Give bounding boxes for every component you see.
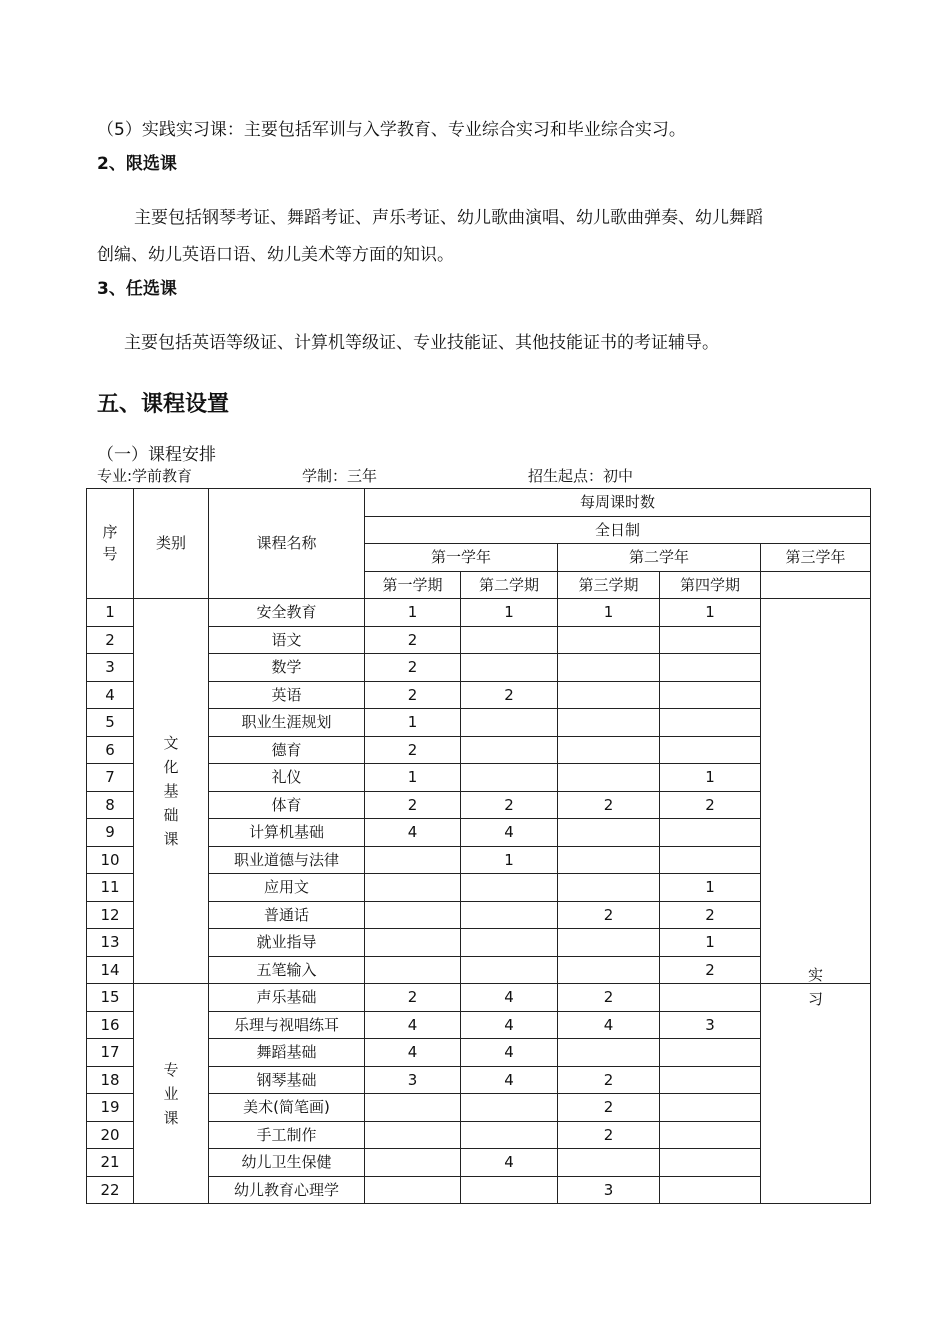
row-term4-hours: [660, 709, 761, 737]
row-term4-hours: [660, 1149, 761, 1177]
row-seq: 12: [87, 901, 134, 929]
row-term1-hours: 1: [365, 709, 461, 737]
row-term3-hours: [558, 709, 660, 737]
row-seq: 8: [87, 791, 134, 819]
row-term1-hours: [365, 929, 461, 957]
header-year2: 第二学年: [558, 544, 761, 572]
year3-blank: [761, 984, 871, 1204]
row-term2-hours: 2: [461, 681, 558, 709]
row-term3-hours: [558, 874, 660, 902]
row-seq: 16: [87, 1011, 134, 1039]
row-term4-hours: [660, 736, 761, 764]
header-category: 类别: [134, 489, 209, 599]
row-seq: 20: [87, 1121, 134, 1149]
row-term4-hours: 1: [660, 874, 761, 902]
row-seq: 3: [87, 654, 134, 682]
row-term1-hours: 1: [365, 599, 461, 627]
row-term4-hours: 2: [660, 901, 761, 929]
row-term4-hours: [660, 1094, 761, 1122]
row-term2-hours: [461, 626, 558, 654]
row-term1-hours: [365, 1176, 461, 1204]
row-term1-hours: 3: [365, 1066, 461, 1094]
header-term3: 第三学期: [558, 571, 660, 599]
paragraph-limited-line1: 主要包括钢琴考证、舞蹈考证、声乐考证、幼儿歌曲演唱、幼儿歌曲弹奏、幼儿舞蹈: [134, 208, 763, 228]
row-seq: 22: [87, 1176, 134, 1204]
header-year3: 第三学年: [761, 544, 871, 572]
row-term3-hours: 2: [558, 791, 660, 819]
row-term2-hours: [461, 764, 558, 792]
row-term4-hours: [660, 1176, 761, 1204]
row-course-name: 职业生涯规划: [209, 709, 365, 737]
row-term2-hours: 4: [461, 819, 558, 847]
row-term2-hours: [461, 874, 558, 902]
row-term4-hours: 1: [660, 599, 761, 627]
meta-major: 专业:学前教育: [97, 467, 193, 485]
row-term1-hours: 1: [365, 764, 461, 792]
row-term4-hours: [660, 1121, 761, 1149]
row-course-name: 幼儿教育心理学: [209, 1176, 365, 1204]
row-seq: 19: [87, 1094, 134, 1122]
row-term4-hours: 2: [660, 791, 761, 819]
row-seq: 13: [87, 929, 134, 957]
row-term4-hours: 1: [660, 929, 761, 957]
row-term4-hours: [660, 819, 761, 847]
table-row: [87, 984, 871, 1012]
paragraph-optional: 主要包括英语等级证、计算机等级证、专业技能证、其他技能证书的考证辅导。: [124, 333, 719, 353]
meta-duration: 学制：三年: [302, 467, 378, 485]
row-course-name: 计算机基础: [209, 819, 365, 847]
row-course-name: 普通话: [209, 901, 365, 929]
row-term4-hours: [660, 1066, 761, 1094]
row-term3-hours: 2: [558, 1066, 660, 1094]
row-term2-hours: [461, 736, 558, 764]
year3-internship: 实习: [761, 599, 871, 984]
row-term1-hours: [365, 956, 461, 984]
row-term1-hours: 2: [365, 654, 461, 682]
row-term2-hours: 4: [461, 1066, 558, 1094]
row-seq: 6: [87, 736, 134, 764]
row-course-name: 安全教育: [209, 599, 365, 627]
row-seq: 5: [87, 709, 134, 737]
row-course-name: 语文: [209, 626, 365, 654]
header-weekly-hours: 每周课时数: [365, 489, 871, 517]
row-term1-hours: [365, 1121, 461, 1149]
row-term3-hours: 4: [558, 1011, 660, 1039]
row-term1-hours: 2: [365, 791, 461, 819]
row-term1-hours: 4: [365, 1011, 461, 1039]
header-term2: 第二学期: [461, 571, 558, 599]
header-year3-blank: [761, 571, 871, 599]
row-term2-hours: [461, 654, 558, 682]
row-term4-hours: [660, 626, 761, 654]
row-term2-hours: [461, 929, 558, 957]
row-seq: 11: [87, 874, 134, 902]
row-term3-hours: [558, 1039, 660, 1067]
table-row: [87, 599, 871, 627]
row-term1-hours: [365, 901, 461, 929]
row-term3-hours: 2: [558, 901, 660, 929]
row-term2-hours: 4: [461, 1039, 558, 1067]
row-term3-hours: [558, 1149, 660, 1177]
row-term3-hours: 1: [558, 599, 660, 627]
row-course-name: 美术(简笔画): [209, 1094, 365, 1122]
section-title: 五、课程设置: [97, 392, 230, 417]
row-seq: 9: [87, 819, 134, 847]
row-term4-hours: [660, 984, 761, 1012]
row-term3-hours: [558, 819, 660, 847]
row-term3-hours: 3: [558, 1176, 660, 1204]
row-course-name: 体育: [209, 791, 365, 819]
row-course-name: 声乐基础: [209, 984, 365, 1012]
row-term3-hours: [558, 654, 660, 682]
row-term3-hours: [558, 736, 660, 764]
row-term2-hours: 2: [461, 791, 558, 819]
row-term3-hours: [558, 929, 660, 957]
row-seq: 2: [87, 626, 134, 654]
row-course-name: 数学: [209, 654, 365, 682]
header-year1: 第一学年: [365, 544, 558, 572]
row-term2-hours: [461, 956, 558, 984]
row-seq: 14: [87, 956, 134, 984]
row-term1-hours: [365, 1149, 461, 1177]
row-term1-hours: 2: [365, 984, 461, 1012]
row-seq: 1: [87, 599, 134, 627]
paragraph-limited-line2: 创编、幼儿英语口语、幼儿美术等方面的知识。: [97, 245, 454, 265]
row-term4-hours: 2: [660, 956, 761, 984]
header-term1: 第一学期: [365, 571, 461, 599]
row-term1-hours: [365, 874, 461, 902]
row-term3-hours: 2: [558, 984, 660, 1012]
row-term4-hours: 3: [660, 1011, 761, 1039]
paragraph-practice-course: （5）实践实习课：主要包括军训与入学教育、专业综合实习和毕业综合实习。: [97, 120, 686, 140]
header-term4: 第四学期: [660, 571, 761, 599]
row-term4-hours: [660, 654, 761, 682]
row-term2-hours: [461, 1176, 558, 1204]
row-seq: 10: [87, 846, 134, 874]
row-term3-hours: [558, 956, 660, 984]
row-term1-hours: 2: [365, 626, 461, 654]
row-term1-hours: 4: [365, 1039, 461, 1067]
row-term2-hours: 1: [461, 599, 558, 627]
row-term2-hours: 4: [461, 1149, 558, 1177]
row-course-name: 职业道德与法律: [209, 846, 365, 874]
row-seq: 4: [87, 681, 134, 709]
row-course-name: 礼仪: [209, 764, 365, 792]
row-course-name: 德育: [209, 736, 365, 764]
row-term3-hours: 2: [558, 1094, 660, 1122]
row-term3-hours: 2: [558, 1121, 660, 1149]
row-term1-hours: 4: [365, 819, 461, 847]
header-seq: 序号: [87, 489, 134, 599]
section-subtitle: （一）课程安排: [97, 445, 216, 465]
row-course-name: 钢琴基础: [209, 1066, 365, 1094]
row-course-name: 乐理与视唱练耳: [209, 1011, 365, 1039]
row-term1-hours: [365, 1094, 461, 1122]
row-term2-hours: [461, 901, 558, 929]
row-term1-hours: 2: [365, 681, 461, 709]
header-course-name: 课程名称: [209, 489, 365, 599]
row-term4-hours: [660, 1039, 761, 1067]
row-seq: 21: [87, 1149, 134, 1177]
row-term3-hours: [558, 846, 660, 874]
header-full-time: 全日制: [365, 516, 871, 544]
heading-limited-elective: 2、限选课: [97, 154, 177, 174]
row-seq: 15: [87, 984, 134, 1012]
row-seq: 7: [87, 764, 134, 792]
row-term3-hours: [558, 626, 660, 654]
row-course-name: 幼儿卫生保健: [209, 1149, 365, 1177]
row-course-name: 就业指导: [209, 929, 365, 957]
course-schedule-table: [86, 488, 871, 1204]
row-term2-hours: 4: [461, 984, 558, 1012]
category-professional: 专业课: [134, 984, 209, 1204]
row-term2-hours: [461, 1121, 558, 1149]
row-course-name: 手工制作: [209, 1121, 365, 1149]
row-term3-hours: [558, 764, 660, 792]
row-term2-hours: [461, 709, 558, 737]
row-course-name: 五笔输入: [209, 956, 365, 984]
row-term3-hours: [558, 681, 660, 709]
row-term1-hours: [365, 846, 461, 874]
row-term4-hours: 1: [660, 764, 761, 792]
row-term4-hours: [660, 846, 761, 874]
row-term2-hours: 4: [461, 1011, 558, 1039]
row-course-name: 舞蹈基础: [209, 1039, 365, 1067]
row-course-name: 英语: [209, 681, 365, 709]
row-course-name: 应用文: [209, 874, 365, 902]
row-term1-hours: 2: [365, 736, 461, 764]
row-seq: 17: [87, 1039, 134, 1067]
meta-entry: 招生起点：初中: [528, 467, 634, 485]
heading-optional-elective: 3、任选课: [97, 279, 177, 299]
row-term4-hours: [660, 681, 761, 709]
row-term2-hours: [461, 1094, 558, 1122]
row-term2-hours: 1: [461, 846, 558, 874]
row-seq: 18: [87, 1066, 134, 1094]
category-culture: 文化基础课: [134, 599, 209, 984]
